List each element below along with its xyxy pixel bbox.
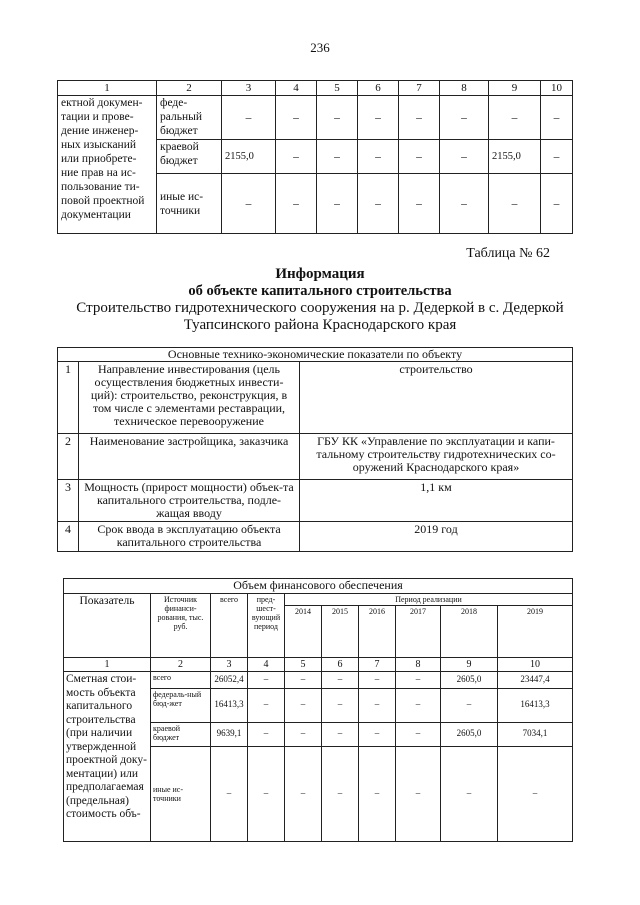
row-value: 1,1 км [300,480,573,522]
indicator-cell: ектной докумен- тации и прове- дение инженер- ных изысканий или приобрете- ние прав на ис- пользование ти- повой проектной документации [58,96,157,234]
row-label: Мощность (прирост мощности) объек-та капитального строительства, подле-жащая вводу [79,480,300,522]
column-number: 9 [441,657,498,672]
value-cell: – [541,174,573,234]
header-cell: 6 [358,81,399,96]
header-cell: 8 [440,81,489,96]
value-cell: – [541,96,573,140]
source-cell: иные ис- точники [157,174,222,234]
header-cell: 1 [58,81,157,96]
value-cell: – [248,688,285,722]
value-cell: 16413,3 [211,688,248,722]
row-value: строительство [300,362,573,434]
row-value: ГБУ КК «Управление по эксплуатации и капи-тальному строительству гидротехнических со-оружений Краснодарского края» [300,434,573,480]
table-row [58,434,573,480]
year-header: 2014 [285,605,322,657]
row-value: 2019 год [300,522,573,552]
column-number: 4 [248,657,285,672]
value-cell: – [222,96,276,140]
value-cell: – [440,140,489,174]
table-row [58,362,573,434]
page-number: 236 [310,40,330,55]
header-cell: 3 [222,81,276,96]
value-cell: 23447,4 [498,672,573,689]
year-header: 2019 [498,605,573,657]
value-cell: 2605,0 [441,672,498,689]
source-cell: федераль-ный бюд-жет [151,688,211,722]
header-cell: 7 [399,81,440,96]
value-cell: – [248,672,285,689]
value-cell: – [285,688,322,722]
value-cell: – [276,174,317,234]
value-cell: – [441,688,498,722]
value-cell: – [211,746,248,841]
row-label: Срок ввода в эксплуатацию объекта капитального строительства [79,522,300,552]
table-number: Таблица № 62 [466,246,550,261]
value-cell: – [317,140,358,174]
year-header: 2017 [396,605,441,657]
column-number: 2 [151,657,211,672]
year-header: 2015 [322,605,359,657]
value-cell: – [359,746,396,841]
value-cell: 2155,0 [489,140,541,174]
value-cell: – [489,96,541,140]
row-number: 1 [58,362,79,434]
value-cell: 2155,0 [222,140,276,174]
value-cell: – [396,746,441,841]
source-cell: феде- ральный бюджет [157,96,222,140]
table-title: Объем финансового обеспечения [64,579,573,594]
table-row [58,522,573,552]
value-cell: – [358,96,399,140]
value-cell: – [399,174,440,234]
object-name: Строительство гидротехнического сооружения на р. Дедеркой в с. Дедеркой Туапсинского района Краснодарского края [76,300,564,333]
value-cell: – [322,688,359,722]
row-number: 4 [58,522,79,552]
value-cell: – [248,746,285,841]
value-cell: – [359,688,396,722]
table-row [58,96,573,140]
source-cell: всего [151,672,211,689]
table-header-row [58,348,573,362]
header-cell: 2 [157,81,222,96]
table-row [64,672,573,689]
value-cell: – [399,96,440,140]
finance-table [63,578,573,842]
row-label: Наименование застройщика, заказчика [79,434,300,480]
table-row [58,480,573,522]
total-header: всего [211,593,248,657]
column-number: 3 [211,657,248,672]
row-label: Направление инвестирования (цель осуществления бюджетных инвести-ций): строительство, реконструкция, в том числе с элементами реставрации, техническое перевооружение [79,362,300,434]
value-cell: – [358,140,399,174]
value-cell: 7034,1 [498,722,573,746]
source-cell: краевой бюджет [151,722,211,746]
page-subtitle: об объекте капитального строительства [188,283,452,299]
value-cell: – [222,174,276,234]
value-cell: – [541,140,573,174]
column-number: 5 [285,657,322,672]
table-header-row [64,579,573,594]
header-cell: 5 [317,81,358,96]
year-header: 2018 [441,605,498,657]
value-cell: – [396,722,441,746]
value-cell: 16413,3 [498,688,573,722]
table-header-row [58,81,573,96]
value-cell: – [285,746,322,841]
value-cell: – [399,140,440,174]
header-cell: 10 [541,81,573,96]
value-cell: – [440,174,489,234]
column-number: 7 [359,657,396,672]
column-number: 1 [64,657,151,672]
value-cell: – [285,722,322,746]
column-number: 10 [498,657,573,672]
continuation-table [57,80,573,234]
value-cell: 26052,4 [211,672,248,689]
indicator-cell: Сметная стои- мость объекта капитального строительства (при наличии утвержденной проектной доку- ментации) или предполагаемая (предельная) стоимость объ- [64,672,151,842]
value-cell: – [322,722,359,746]
value-cell: – [285,672,322,689]
indicator-header: Показатель [64,593,151,657]
source-header: Источник финанси-рования, тыс. руб. [151,593,211,657]
column-number: 6 [322,657,359,672]
row-number: 2 [58,434,79,480]
value-cell: – [441,746,498,841]
value-cell: – [489,174,541,234]
value-cell: – [358,174,399,234]
header-cell: 9 [489,81,541,96]
column-number: 8 [396,657,441,672]
period-header: Период реализации [285,593,573,605]
table-header: Основные технико-экономические показатели по объекту [58,348,573,362]
value-cell: – [276,96,317,140]
value-cell: – [359,722,396,746]
value-cell: – [322,746,359,841]
value-cell: – [276,140,317,174]
value-cell: – [322,672,359,689]
source-cell: краевой бюджет [157,140,222,174]
value-cell: – [248,722,285,746]
value-cell: – [396,672,441,689]
value-cell: – [317,174,358,234]
value-cell: – [359,672,396,689]
value-cell: – [498,746,573,841]
column-number-row [64,657,573,672]
source-cell: иные ис-точники [151,746,211,841]
row-number: 3 [58,480,79,522]
value-cell: – [440,96,489,140]
page-title: Информация [275,266,365,282]
header-cell: 4 [276,81,317,96]
prev-period-header: пред-шест-вующий период [248,593,285,657]
table-header-row [64,593,573,605]
value-cell: 9639,1 [211,722,248,746]
value-cell: 2605,0 [441,722,498,746]
value-cell: – [317,96,358,140]
year-header: 2016 [359,605,396,657]
indicators-table [57,347,573,552]
value-cell: – [396,688,441,722]
